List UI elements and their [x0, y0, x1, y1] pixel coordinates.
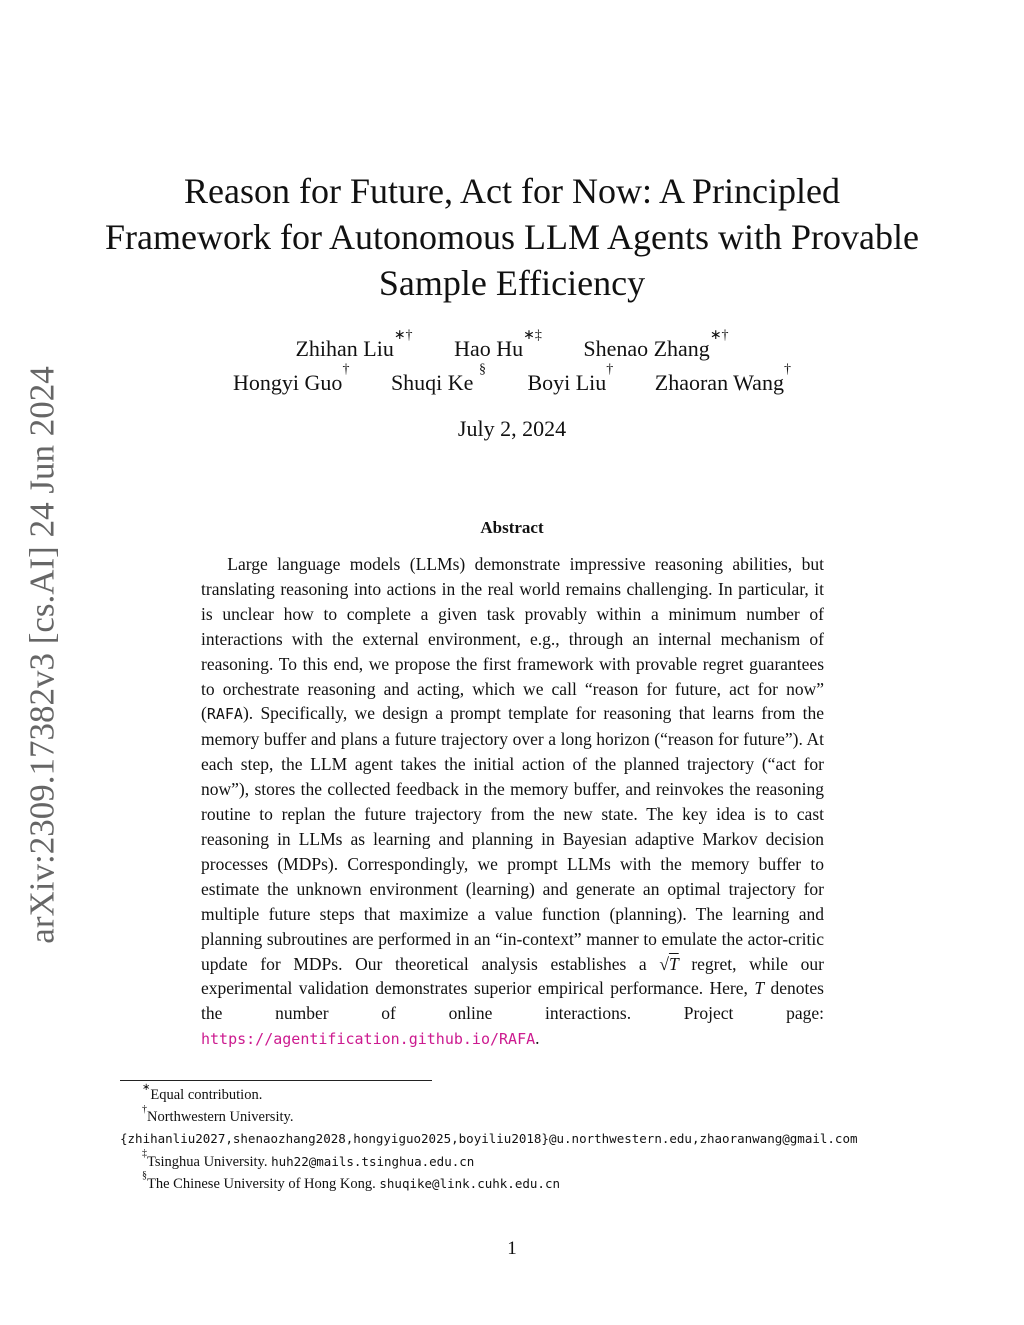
footnote-email: huh22@mails.tsinghua.edu.cn [271, 1153, 475, 1169]
abstract-body: Large language models (LLMs) demonstrate impressive reasoning abilities, but translating reasoning into actions in the real world remains challenging. In particular, it is unclear how to complete a given task provably within a minimum number of interactions with the external environment, e.g., through an internal mechanism of reasoning. To this end, we propose the first framework with provable regret guarantees to orchestrate reasoning and acting, which we call “reason for future, act for now” (RAFA). Specifically, we design a prompt template for reasoning that learns from the memory buffer and plans a future trajectory over a long horizon (“reason for future”). At each step, the LLM agent takes the initial action of the planned trajectory (“act for now”), stores the collected feedback in the memory buffer, and reinvokes the reasoning routine to replan the future trajectory from the new state. The key idea is to cast reasoning in LLMs as learning and planning in Bayesian adaptive Markov decision processes (MDPs). Correspondingly, we prompt LLMs with the memory buffer to estimate the unknown environment (learning) and generate an optimal trajectory for multiple future steps that maximize a value function (planning). The learning and planning subroutines are performed in an “in-context” manner to emulate the actor-critic update for MDPs. Our theoretical analysis establishes a √T regret, while our experimental validation demonstrates superior empirical performance. Here, T denotes the number of online interactions. Project page: https://agentification.github.io/RAFA. [201, 554, 824, 1049]
page-number: 1 [507, 1238, 517, 1259]
rafa-acronym: RAFA [206, 705, 243, 724]
footnote-divider [120, 1080, 432, 1081]
project-page-link[interactable]: https://agentification.github.io/RAFA [201, 1030, 536, 1049]
sqrt-t-math: √T [659, 953, 679, 974]
author: Hao Hu∗‡ [454, 328, 542, 361]
abstract-heading: Abstract [480, 518, 544, 537]
author: Shuqi Ke § [390, 362, 486, 395]
author: Zhaoran Wang† [654, 362, 791, 395]
arxiv-stamp-text: arXiv:2309.17382v3 [cs.AI] 24 Jun 2024 [23, 366, 62, 944]
footnote-email: shuqike@link.cuhk.edu.cn [379, 1176, 560, 1191]
author: Zhihan Liu∗† [295, 328, 413, 361]
publication-date: July 2, 2024 [457, 416, 567, 441]
author-row [120, 362, 904, 400]
footnote: ∗Equal contribution. [142, 1082, 263, 1103]
author: Hongyi Guo† [233, 362, 350, 395]
author-list [120, 328, 904, 400]
footnote-email: {zhihanliu2027,shenaozhang2028,hongyiguo2025,boyiliu2018}@u.northwestern.edu,zhaoranwang@gmail.com [120, 1131, 858, 1146]
author: Shenao Zhang∗† [583, 328, 729, 361]
paper-title: Reason for Future, Act for Now: A Principled Framework for Autonomous LLM Agents with Provable Sample Efficiency [105, 171, 919, 303]
author-row [120, 328, 904, 366]
arxiv-stamp [18, 366, 68, 944]
footnote: §The Chinese University of Hong Kong. shuqike@link.cuhk.edu.cn [142, 1170, 560, 1192]
author: Boyi Liu† [527, 362, 614, 395]
footnote: †Northwestern University. {zhihanliu2027,shenaozhang2028,hongyiguo2025,boyiliu2018}@u.northwestern.edu,zhaoranwang@gmail.com [120, 1103, 858, 1146]
footnote: ‡Tsinghua University. huh22@mails.tsinghua.edu.cn [142, 1147, 475, 1170]
footnotes [120, 1082, 858, 1196]
